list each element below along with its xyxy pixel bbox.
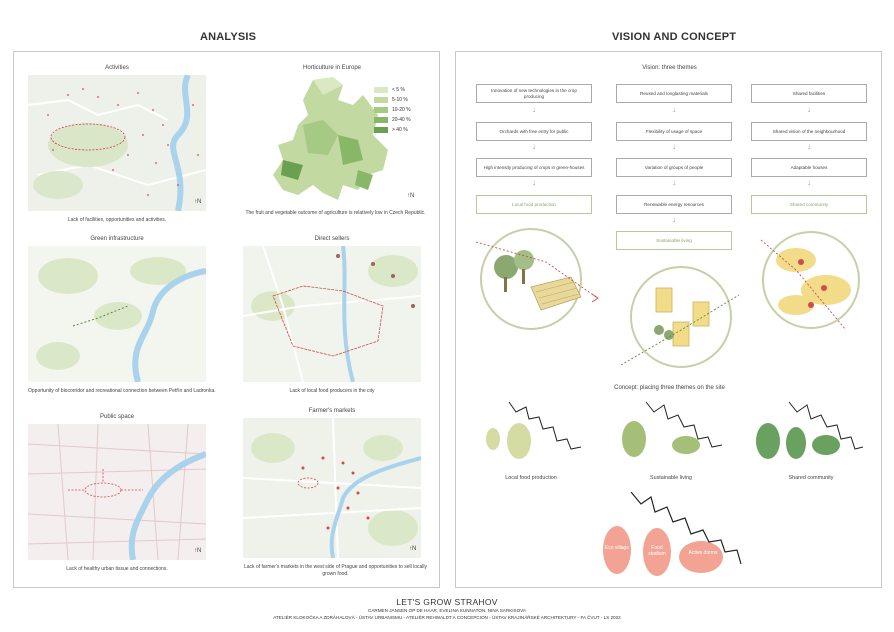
farmers-markets-caption: Lack of farmer's markets in the west side of Prague and opportunities to sell locally grown food. bbox=[244, 564, 427, 577]
concept-label-local-food: Local food production bbox=[505, 475, 557, 481]
legend-label: 10-20 % bbox=[392, 107, 411, 113]
theme-box: Shared facilities bbox=[751, 84, 867, 103]
arrow-down-icon: ↓ bbox=[672, 178, 676, 187]
theme-box: Orchards with free entry for public bbox=[476, 122, 592, 141]
legend-label: 5-10 % bbox=[392, 97, 408, 103]
theme-box: High intensity producing of crops in green-houses bbox=[476, 158, 592, 177]
concept-local-food-diagram bbox=[481, 397, 591, 467]
theme-result-sustainable-living: Sustainable living bbox=[616, 231, 732, 250]
vision-panel bbox=[455, 51, 882, 588]
green-infrastructure-map bbox=[28, 246, 206, 382]
legend-swatch bbox=[374, 97, 388, 103]
arrow-down-icon: ↓ bbox=[672, 142, 676, 151]
concept-shared-diagram bbox=[751, 397, 871, 467]
public-space-title: Public space bbox=[99, 414, 135, 420]
footer-title: LET'S GROW STRAHOV bbox=[396, 597, 498, 607]
horticulture-title: Horticulture in Europe bbox=[302, 65, 362, 71]
shared-community-illustration bbox=[756, 230, 876, 345]
legend-swatch bbox=[374, 117, 388, 123]
arrow-down-icon: ↓ bbox=[532, 142, 536, 151]
legend-swatch bbox=[374, 127, 388, 133]
vision-heading: VISION AND CONCEPT bbox=[612, 31, 737, 43]
legend-item bbox=[374, 95, 411, 105]
concept-sustainable-diagram bbox=[616, 397, 736, 467]
final-label-food-stadium: Food stadium bbox=[648, 545, 666, 557]
horticulture-legend bbox=[374, 85, 411, 135]
final-concept-diagram bbox=[591, 492, 761, 582]
theme-box: Renewable energy resources bbox=[616, 195, 732, 214]
concept-title: Concept: placing three themes on the site bbox=[614, 385, 725, 391]
footer-studios: ATELIÉR KLOKOČKA A ZDRÁHALOVÁ - ÚSTAV URBANISMU - ATELIÉR REHWALDT A CONCEPCION - ÚSTAV KRAJINÁŘSKÉ ARCHITEKTURY - FA ČVUT - LS 2022 bbox=[273, 615, 621, 620]
arrow-down-icon: ↓ bbox=[672, 105, 676, 114]
public-space-map bbox=[28, 424, 206, 560]
green-infrastructure-title: Green infrastructure bbox=[90, 236, 144, 242]
theme-box: Adaptable houses bbox=[751, 158, 867, 177]
analysis-panel bbox=[13, 51, 440, 588]
public-space-caption: Lack of healthy urban tissue and connections. bbox=[66, 566, 168, 572]
direct-sellers-caption: Lack of local food producers in the city bbox=[289, 388, 375, 394]
legend-swatch bbox=[374, 107, 388, 113]
horticulture-caption: The fruit and vegetable outcome of agriculture is relatively low in Czech Republic. bbox=[245, 210, 426, 216]
theme-box: Innovation of new technologies in the crop producing bbox=[476, 84, 592, 103]
theme-box: Variation of groups of people bbox=[616, 158, 732, 177]
theme-box: Shared vision of the neighbourhood bbox=[751, 122, 867, 141]
analysis-heading: ANALYSIS bbox=[200, 31, 257, 43]
north-arrow-icon: ↑N bbox=[194, 199, 202, 205]
legend-swatch bbox=[374, 87, 388, 93]
arrow-down-icon: ↓ bbox=[807, 105, 811, 114]
activities-map bbox=[28, 75, 206, 211]
legend-item bbox=[374, 125, 411, 135]
footer-authors: CARMEN JANSEN OP DE HAAR, EVELINA KUNNATON, NINA SARKISOVA bbox=[368, 608, 526, 613]
arrow-down-icon: ↓ bbox=[807, 142, 811, 151]
north-arrow-icon: ↑N bbox=[409, 546, 417, 552]
theme-result-shared-community: Shared community bbox=[751, 195, 867, 214]
activities-title: Activities bbox=[105, 65, 129, 71]
legend-item bbox=[374, 105, 411, 115]
concept-label-sustainable: Sustainable living bbox=[650, 475, 692, 481]
north-arrow-icon: ↑N bbox=[194, 548, 202, 554]
final-label-eco-village: Eco village bbox=[604, 545, 630, 551]
theme-box: Flexibility of usage of space bbox=[616, 122, 732, 141]
arrow-down-icon: ↓ bbox=[532, 178, 536, 187]
direct-sellers-map bbox=[243, 246, 421, 382]
sustainable-living-illustration bbox=[621, 260, 741, 375]
local-food-illustration bbox=[476, 222, 606, 337]
arrow-down-icon: ↓ bbox=[532, 105, 536, 114]
themes-title: Vision: three themes bbox=[642, 65, 697, 71]
legend-item bbox=[374, 115, 411, 125]
legend-label: < 5 % bbox=[392, 87, 405, 93]
arrow-down-icon: ↓ bbox=[672, 215, 676, 224]
farmers-markets-title: Farmer's markets bbox=[308, 408, 356, 414]
legend-item bbox=[374, 85, 411, 95]
theme-result-local-food: Local food production bbox=[476, 195, 592, 214]
legend-label: > 40 % bbox=[392, 127, 408, 133]
arrow-down-icon: ↓ bbox=[807, 178, 811, 187]
activities-caption: Lack of facilities, opportunities and activities. bbox=[67, 217, 167, 223]
legend-label: 20-40 % bbox=[392, 117, 411, 123]
farmers-markets-map bbox=[243, 418, 421, 558]
direct-sellers-title: Direct sellers bbox=[314, 236, 350, 242]
green-infrastructure-caption: Opportunity of biocorridor and recreational connection between Petřín and Ladronka. bbox=[28, 388, 216, 394]
theme-box: Reused and longlasting materials bbox=[616, 84, 732, 103]
final-label-active-dorms: Active dorms bbox=[688, 550, 718, 556]
north-arrow-icon: ↑N bbox=[407, 193, 415, 199]
concept-label-shared: Shared community bbox=[788, 475, 834, 481]
